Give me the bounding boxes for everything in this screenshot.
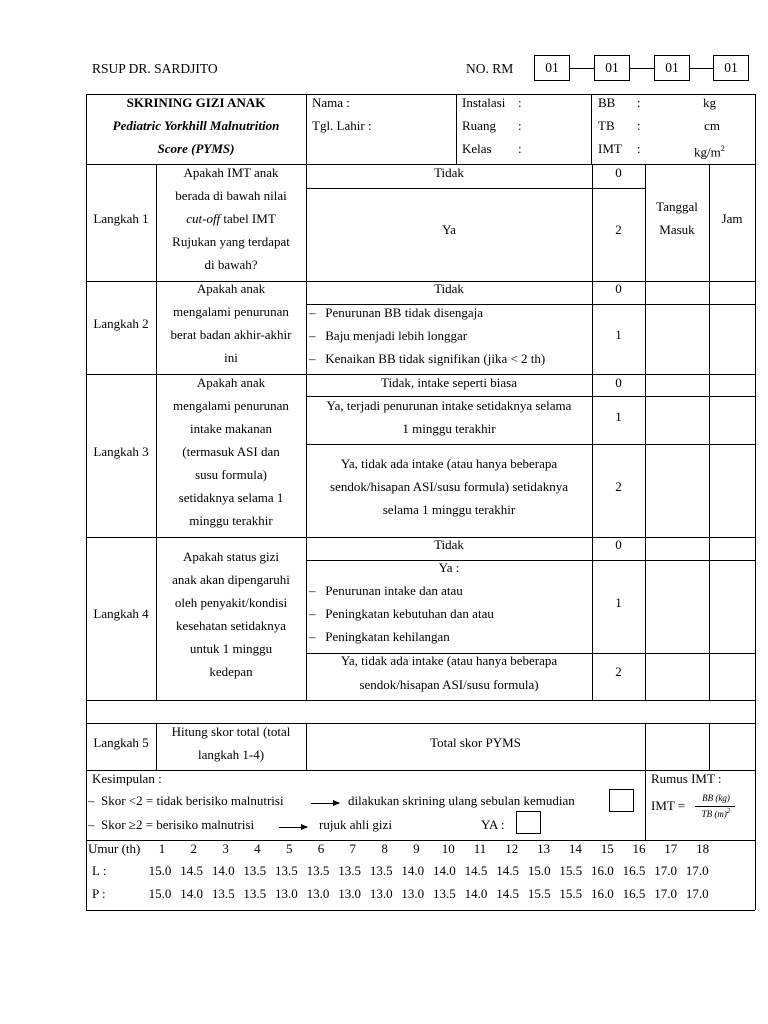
score[interactable]: 0 <box>615 165 622 180</box>
p-value-cell: 15.5 <box>527 886 551 901</box>
langkah-1-question: Rujukan yang terdapat <box>172 234 290 249</box>
rescreen-checkbox[interactable] <box>609 789 634 812</box>
score[interactable]: 2 <box>615 664 622 679</box>
langkah-1-question: cut-off tabel IMT <box>186 211 276 226</box>
answer-ya: 1 minggu terakhir <box>402 421 496 436</box>
instalasi-label: Instalasi <box>462 95 506 110</box>
age-cell: 15 <box>600 841 614 856</box>
kesimpulan-rule-1: – Skor <2 = tidak berisiko malnutrisi <box>88 793 284 808</box>
colon: : <box>518 141 522 156</box>
langkah-4-question: untuk 1 minggu <box>189 641 273 656</box>
age-cell: 6 <box>317 841 325 856</box>
answer-ya: selama 1 minggu terakhir <box>382 502 516 517</box>
score[interactable]: 0 <box>615 375 622 390</box>
nama-field[interactable]: Nama : <box>312 95 350 110</box>
p-value-cell: 13.0 <box>369 886 393 901</box>
langkah-2-label: Langkah 2 <box>93 316 149 331</box>
langkah-1-question: berada di bawah nilai <box>175 188 287 203</box>
l-value-cell: 15.5 <box>559 863 583 878</box>
langkah-4-question: anak akan dipengaruhi <box>172 572 290 587</box>
langkah-1-question: Apakah IMT anak <box>183 165 279 180</box>
tgl-lahir-field[interactable]: Tgl. Lahir : <box>312 118 372 133</box>
rm-box-1[interactable]: 01 <box>534 55 570 81</box>
p-value-cell: 14.0 <box>464 886 488 901</box>
age-cell: 13 <box>537 841 551 856</box>
l-value-cell: 15.0 <box>148 863 172 878</box>
answer-ya: sendok/hisapan ASI/susu formula) setidaknya <box>330 479 568 494</box>
l-value-cell: 13.5 <box>306 863 330 878</box>
langkah-1-label: Langkah 1 <box>93 211 149 226</box>
kesimpulan-rule-2: – Skor ≥2 = berisiko malnutrisi <box>88 817 255 832</box>
l-value-cell: 17.0 <box>685 863 709 878</box>
l-value-cell: 17.0 <box>654 863 677 878</box>
langkah-2-question: berat badan akhir-akhir <box>170 327 292 342</box>
colon: : <box>637 118 641 133</box>
p-value-cell: 13.5 <box>243 886 267 901</box>
p-value-cell: 14.5 <box>496 886 519 901</box>
l-value-cell: 13.5 <box>369 863 393 878</box>
p-value-cell: 16.0 <box>591 886 614 901</box>
l-label: L : <box>92 863 107 878</box>
form-subtitle: Pediatric Yorkhill Malnutrition <box>112 118 280 133</box>
l-value-cell: 13.5 <box>243 863 267 878</box>
langkah-3-question: setidaknya selama 1 <box>178 490 284 505</box>
langkah-3-label: Langkah 3 <box>93 444 149 459</box>
umur-label: Umur (th) <box>88 841 141 856</box>
answer-tidak: Tidak <box>434 165 464 180</box>
rm-box-3[interactable]: 01 <box>654 55 690 81</box>
p-value-cell: 13.0 <box>306 886 330 901</box>
rm-connector <box>630 68 654 69</box>
answer-ya: Ya, tidak ada intake (atau hanya beberapa <box>340 456 558 471</box>
list-item: – Baju menjadi lebih longgar <box>309 328 468 343</box>
score[interactable]: 0 <box>615 281 622 296</box>
l-value-cell: 13.5 <box>275 863 298 878</box>
colon: : <box>637 141 641 156</box>
l-value-cell: 14.0 <box>211 863 235 878</box>
langkah-4-question: Apakah status gizi <box>182 549 280 564</box>
p-value-cell: 13.0 <box>338 886 361 901</box>
rm-box-2[interactable]: 01 <box>594 55 630 81</box>
answer-tidak: Tidak <box>434 281 464 296</box>
answer-tidak: Tidak, intake seperti biasa <box>381 375 517 390</box>
l-value-cell: 16.5 <box>622 863 646 878</box>
rm-connector <box>690 68 713 69</box>
l-value-cell: 14.5 <box>496 863 519 878</box>
age-cell: 1 <box>158 841 166 856</box>
l-value-cell: 16.0 <box>591 863 614 878</box>
p-value-cell: 13.5 <box>211 886 235 901</box>
arrow-right-icon <box>279 827 307 828</box>
age-cell: 10 <box>441 841 455 856</box>
arrow-right-icon <box>311 803 339 804</box>
l-value-cell: 15.0 <box>527 863 551 878</box>
p-value-cell: 13.0 <box>401 886 425 901</box>
age-cell: 3 <box>222 841 229 856</box>
langkah-2-question: ini <box>224 350 238 365</box>
langkah-3-question: (termasuk ASI dan <box>182 444 280 459</box>
imt-unit: $kg/m^2$ <box>694 144 725 160</box>
l-value-cell: 14.0 <box>433 863 456 878</box>
langkah-3-question: minggu terakhir <box>189 513 273 528</box>
rm-connector <box>570 68 594 69</box>
langkah-2-question: mengalami penurunan <box>173 304 289 319</box>
colon: : <box>518 118 522 133</box>
total-score-label: Total skor PYMS <box>430 735 521 750</box>
score[interactable]: 2 <box>615 479 622 494</box>
form-subtitle-2: Score (PYMS) <box>157 141 235 156</box>
langkah-5-question: Hitung skor total (total <box>171 724 291 739</box>
age-cell: 11 <box>473 841 487 856</box>
answer-ya: Ya, terjadi penurunan intake setidaknya selama <box>326 398 572 413</box>
list-item: – Peningkatan kebutuhan dan atau <box>309 606 494 621</box>
ruang-label: Ruang <box>462 118 496 133</box>
imt-label: IMT <box>598 141 622 156</box>
answer-ya: sendok/hisapan ASI/susu formula) <box>359 677 539 692</box>
langkah-4-label: Langkah 4 <box>93 606 149 621</box>
p-value-cell: 13.0 <box>275 886 298 901</box>
rumus-imt-label: Rumus IMT : <box>651 771 722 786</box>
langkah-4-question: kedepan <box>209 664 253 679</box>
kesimpulan-action-1: dilakukan skrining ulang sebulan kemudian <box>348 793 575 808</box>
age-cell: 14 <box>568 841 582 856</box>
score[interactable]: 1 <box>615 409 622 424</box>
p-value-cell: 14.0 <box>180 886 203 901</box>
score[interactable]: 1 <box>615 595 622 610</box>
langkah-3-question: susu formula) <box>195 467 267 482</box>
answer-ya: Ya <box>442 222 456 237</box>
score[interactable]: 2 <box>615 222 622 237</box>
formula-denominator: TB $(m)^2$ <box>701 807 731 819</box>
p-value-cell: 15.0 <box>148 886 172 901</box>
age-cell: 9 <box>413 841 420 856</box>
p-value-cell: 15.5 <box>559 886 583 901</box>
tanggal-masuk-header: Tanggal <box>656 199 698 214</box>
p-value-cell: 17.0 <box>654 886 677 901</box>
kelas-label: Kelas <box>462 141 492 156</box>
list-item: – Penurunan intake dan atau <box>309 583 463 598</box>
ya-label: YA : <box>481 817 505 832</box>
colon: : <box>518 95 522 110</box>
kesimpulan-action-2: rujuk ahli gizi <box>319 817 392 832</box>
list-item: – Penurunan BB tidak disengaja <box>309 305 484 320</box>
age-cell: 18 <box>696 841 710 856</box>
score[interactable]: 1 <box>615 327 622 342</box>
l-value-cell: 13.5 <box>338 863 361 878</box>
rm-box-4[interactable]: 01 <box>713 55 749 81</box>
formula-numerator: BB (kg) <box>702 793 730 803</box>
jam-header: Jam <box>721 211 743 226</box>
form-title: SKRINING GIZI ANAK <box>126 95 266 110</box>
age-cell: 4 <box>254 841 261 856</box>
p-value-cell: 17.0 <box>685 886 709 901</box>
list-item: – Kenaikan BB tidak signifikan (jika < 2 th) <box>309 351 546 366</box>
age-cell: 2 <box>190 841 198 856</box>
list-item: – Peningkatan kehilangan <box>309 629 450 644</box>
l-value-cell: 14.5 <box>180 863 203 878</box>
ya-checkbox[interactable] <box>516 811 541 834</box>
answer-ya: Ya, tidak ada intake (atau hanya beberapa <box>340 653 558 668</box>
age-cell: 16 <box>632 841 646 856</box>
langkah-4-question: oleh penyakit/kondisi <box>174 595 288 610</box>
imt-formula-label: IMT = <box>651 798 686 813</box>
age-cell: 7 <box>349 841 357 856</box>
langkah-3-question: mengalami penurunan <box>173 398 289 413</box>
answer-ya: Ya : <box>438 560 460 575</box>
langkah-3-question: Apakah anak <box>196 375 266 390</box>
age-cell: 5 <box>285 841 293 856</box>
tanggal-masuk-header: Masuk <box>659 222 695 237</box>
p-label: P : <box>92 886 106 901</box>
tb-label: TB <box>598 118 615 133</box>
langkah-4-question: kesehatan setidaknya <box>175 618 287 633</box>
bb-unit: kg <box>703 95 716 110</box>
answer-tidak: Tidak <box>434 537 464 552</box>
p-value-cell: 16.5 <box>622 886 646 901</box>
tb-unit: cm <box>704 118 720 133</box>
kesimpulan-label: Kesimpulan : <box>92 771 162 786</box>
p-value-cell: 13.5 <box>433 886 456 901</box>
l-value-cell: 14.5 <box>464 863 488 878</box>
age-cell: 8 <box>381 841 388 856</box>
l-value-cell: 14.0 <box>401 863 425 878</box>
langkah-5-label: Langkah 5 <box>93 735 149 750</box>
age-cell: 12 <box>505 841 519 856</box>
langkah-1-question: di bawah? <box>204 257 258 272</box>
bb-label: BB <box>598 95 616 110</box>
langkah-5-question: langkah 1-4) <box>197 747 265 762</box>
score[interactable]: 0 <box>615 537 622 552</box>
langkah-2-question: Apakah anak <box>196 281 266 296</box>
hospital-name: RSUP DR. SARDJITO <box>92 61 218 76</box>
age-cell: 17 <box>664 841 678 856</box>
langkah-3-question: intake makanan <box>190 421 272 436</box>
colon: : <box>637 95 641 110</box>
rm-label: NO. RM <box>466 61 514 76</box>
